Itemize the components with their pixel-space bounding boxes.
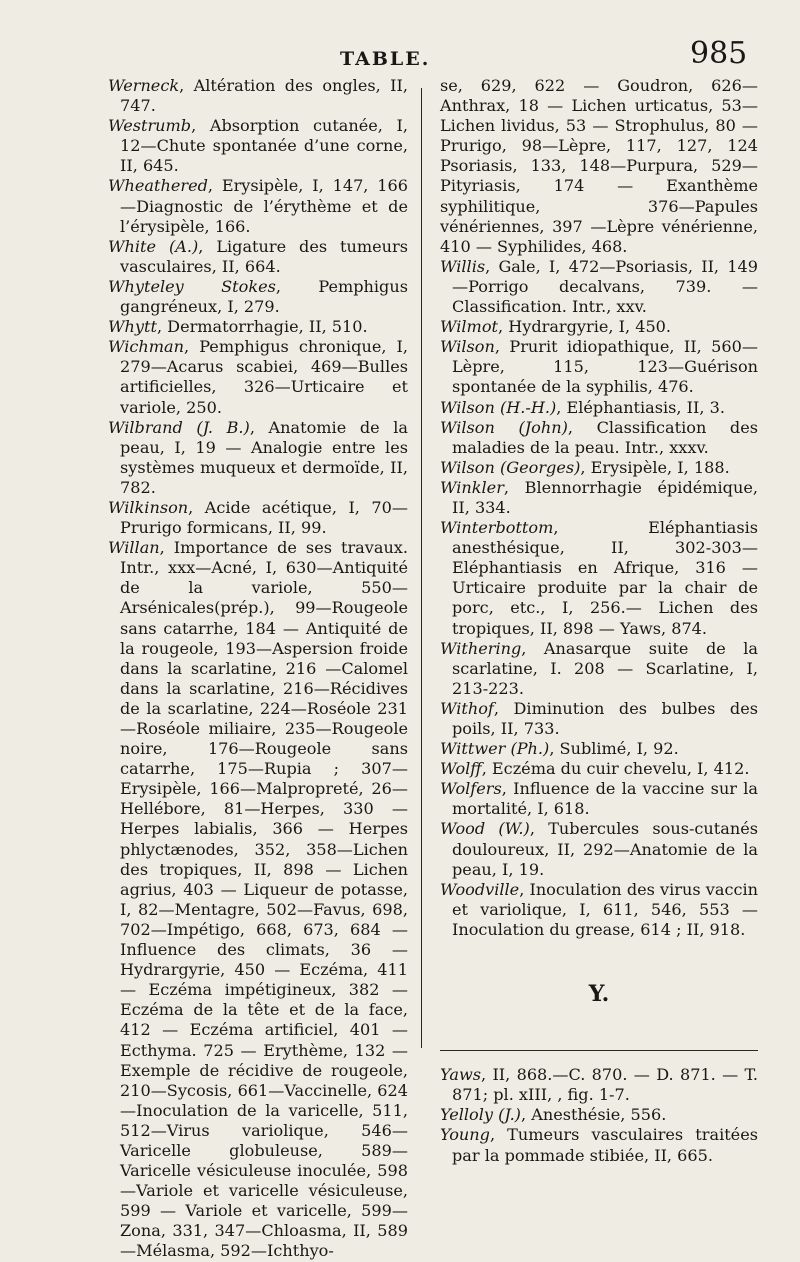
entry-references: , Erysipèle, I, 188.	[580, 457, 730, 477]
index-entry	[108, 277, 408, 317]
entry-references: , Acide acétique, I, 70—Prurigo formicans, II, 99.	[120, 497, 408, 538]
index-entry	[440, 337, 758, 397]
index-entry	[440, 257, 758, 317]
entry-references: , Influence de la vaccine sur la mortalité, I, 618.	[452, 779, 758, 819]
entry-author: White (A.)	[108, 236, 199, 256]
index-entry	[108, 498, 408, 538]
entry-author: Wolfers	[440, 779, 502, 799]
index-entry	[440, 880, 758, 940]
entry-author: Westrumb	[108, 116, 192, 136]
entry-author: Wilson (John)	[440, 417, 568, 437]
entry-references: , Eléphantiasis, II, 3.	[556, 397, 725, 417]
entry-author: Wittwer (Ph.)	[440, 739, 550, 759]
entry-references: , Erysipèle, I, 147, 166—Diagnostic de l’érythème et de l’érysipèle, 166.	[120, 176, 408, 236]
index-entry	[440, 458, 758, 478]
entry-references: , Tubercules sous-cutanés douloureux, II, 292—Anatomie de la peau, I, 19.	[452, 819, 758, 879]
entry-references: , Ligature des tumeurs vasculaires, II, 664.	[120, 236, 408, 276]
entry-references: , Anatomie de la peau, I, 19 — Analogie entre les systèmes muqueux et dermoïde, II, 782.	[120, 417, 408, 497]
entry-references: , Diminution des bulbes des poils, II, 733.	[452, 698, 758, 738]
entry-author: Wilmot	[440, 317, 498, 337]
column-divider	[421, 88, 422, 1048]
section-letter: Y.	[588, 981, 610, 1008]
entry-references: , Tumeurs vasculaires traitées par la pommade stibiée, II, 665.	[452, 1125, 758, 1165]
entry-references: , Prurit idiopathique, II, 560—Lèpre, 115, 123—Guérison spontanée de la syphilis, 476.	[452, 337, 758, 397]
entry-author: Wilkinson	[108, 497, 189, 517]
entry-author: Willis	[440, 256, 486, 276]
entry-references: , Eléphantiasis anesthésique, II, 302-303—Eléphantiasis en Afrique, 316 — Urticaire produite par la chair de porc, etc., I, 256.— Lichen des tropiques, II, 898 — Yaws, 874.	[452, 518, 758, 638]
index-entry	[440, 699, 758, 739]
entry-references: , Dermatorrhagie, II, 510.	[156, 317, 368, 337]
index-entry	[440, 1105, 758, 1125]
continued-entry: se, 629, 622 — Goudron, 626—Anthrax, 18 — Lichen urticatus, 53—Lichen lividus, 53 — Strophulus, 80 —Prurigo, 98—Lèpre, 117, 127, 124 Psoriasis, 133, 148—Purpura, 529—Pityriasis, 174 — Exanthème syphilitique, 376—Papules vénériennes, 397 —Lèpre vénérienne, 410 — Syphilides, 468.	[440, 76, 758, 256]
entry-author: Wilson (Georges)	[440, 457, 581, 477]
entry-references: , Anesthésie, 556.	[520, 1105, 667, 1125]
index-entry	[108, 337, 408, 417]
entry-author: Withof	[440, 698, 494, 718]
entry-references: , Absorption cutanée, I, 12—Chute spontanée d’une corne, II, 645.	[120, 116, 408, 176]
section-rule	[440, 1050, 758, 1051]
entry-author: Willan	[108, 538, 160, 558]
index-entry	[108, 418, 408, 498]
entry-references: , Inoculation des virus vaccin et variolique, I, 611, 546, 553 — Inoculation du grease, 614 ; II, 918.	[452, 879, 758, 939]
index-entry	[440, 1065, 758, 1105]
entry-references: , Pemphigus gangréneux, I, 279.	[120, 276, 408, 317]
index-entry	[440, 518, 758, 639]
right-index-list	[440, 257, 758, 940]
index-entry	[440, 759, 758, 779]
index-entry	[108, 116, 408, 176]
index-entry	[440, 639, 758, 699]
index-entry	[108, 237, 408, 277]
left-column	[108, 76, 408, 1262]
entry-author: Winterbottom	[440, 518, 554, 538]
entry-author: Woodville	[440, 879, 520, 899]
index-entry	[440, 739, 758, 759]
entry-references: , Anasarque suite de la scarlatine, I. 208 — Scarlatine, I, 213-223.	[452, 638, 758, 698]
index-entry	[440, 478, 758, 518]
entry-author: Wilbrand (J. B.)	[108, 417, 250, 437]
entry-references: , Gale, I, 472—Psoriasis, II, 149 —Porrigo decalvans, 739. —Classification. Intr., xxv.	[452, 256, 758, 317]
entry-references: , Classification des maladies de la peau. Intr., xxxv.	[452, 417, 758, 457]
entry-references: , Eczéma du cuir chevelu, I, 412.	[481, 759, 750, 779]
entry-references: , Blennorrhagie épidémique, II, 334.	[452, 477, 758, 517]
index-entry	[108, 176, 408, 236]
entry-references: , II, 868.—C. 870. — D. 871. — T. 871; pl. xIII, , fig. 1-7.	[452, 1065, 758, 1105]
entry-author: Yaws	[440, 1065, 482, 1085]
page-number: 985	[690, 36, 748, 71]
entry-author: Yelloly (J.)	[440, 1105, 521, 1125]
entry-author: Winkler	[440, 477, 504, 497]
entry-author: Young	[440, 1125, 490, 1145]
entry-author: Werneck	[108, 76, 180, 95]
entry-author: Wilson	[440, 337, 495, 357]
entry-author: Withering	[440, 638, 522, 658]
entry-author: Wood (W.)	[440, 819, 530, 839]
entry-references: , Sublimé, I, 92.	[549, 739, 679, 759]
index-entry	[440, 819, 758, 879]
entry-author: Whytt	[108, 317, 157, 337]
running-title: TABLE.	[340, 48, 431, 70]
entry-references: , Altération des ongles, II, 747.	[120, 76, 408, 116]
entry-references: , Importance de ses travaux. Intr., xxx—Acné, I, 630—Antiquité de la variole, 550—Arsénicales(prép.), 99—Rougeole sans catarrhe, 184 — Antiquité de la rougeole, 193—Aspersion froide dans la scarlatine, 216 —Calomel dans la scarlatine, 216—Récidives de la scarlatine, 224—Roséole 231—Roséole miliaire, 235—Rougeole noire, 176—Rougeole sans catarrhe, 175—Rupia ; 307—Erysipèle, 166—Malpropreté, 26—Hellébore, 81—Herpes, 330 — Herpes labialis, 366 — Herpes phlyctænodes, 352, 358—Lichen des tropiques, II, 898 — Lichen agrius, 403 — Liqueur de potasse, I, 82—Mentagre, 502—Favus, 698, 702—Impétigo, 668, 673, 684 — Influence des climats, 36 — Hydrargyrie, 450 — Eczéma, 411 — Eczéma impétigineux, 382 — Eczéma de la tête et de la face, 412 — Eczéma artificiel, 401 — Ecthyma. 725 — Erythème, 132 — Exemple de récidive de rougeole, 210—Sycosis, 661—Vaccinelle, 624—Inoculation de la varicelle, 511, 512—Virus variolique, 546—Varicelle globuleuse, 589—Varicelle vésiculeuse inoculée, 598—Variole et varicelle vésiculeuse, 599 — Variole et varicelle, 599—Zona, 331, 347—Chloasma, II, 589—Mélasma, 592—Ichthyo-	[120, 538, 408, 1261]
index-entry	[108, 76, 408, 116]
right-column	[440, 76, 758, 1166]
index-entry	[440, 398, 758, 418]
entry-author: Wichman	[108, 337, 185, 357]
entry-author: Wolff	[440, 759, 482, 779]
index-entry	[440, 1125, 758, 1165]
index-entry	[108, 317, 408, 337]
entry-references: , Hydrargyrie, I, 450.	[497, 317, 672, 337]
y-index-list	[440, 1065, 758, 1165]
entry-author: Whyteley Stokes	[108, 276, 276, 296]
index-entry	[440, 779, 758, 819]
left-index-list	[108, 76, 408, 1262]
index-entry	[440, 418, 758, 458]
index-entry	[440, 317, 758, 337]
entry-author: Wilson (H.-H.)	[440, 397, 557, 417]
index-entry	[108, 538, 408, 1261]
entry-author: Wheathered	[108, 176, 208, 196]
entry-references: , Pemphigus chronique, I, 279—Acarus scabiei, 469—Bulles artificielles, 326—Urticaire et variole, 250.	[120, 337, 408, 417]
